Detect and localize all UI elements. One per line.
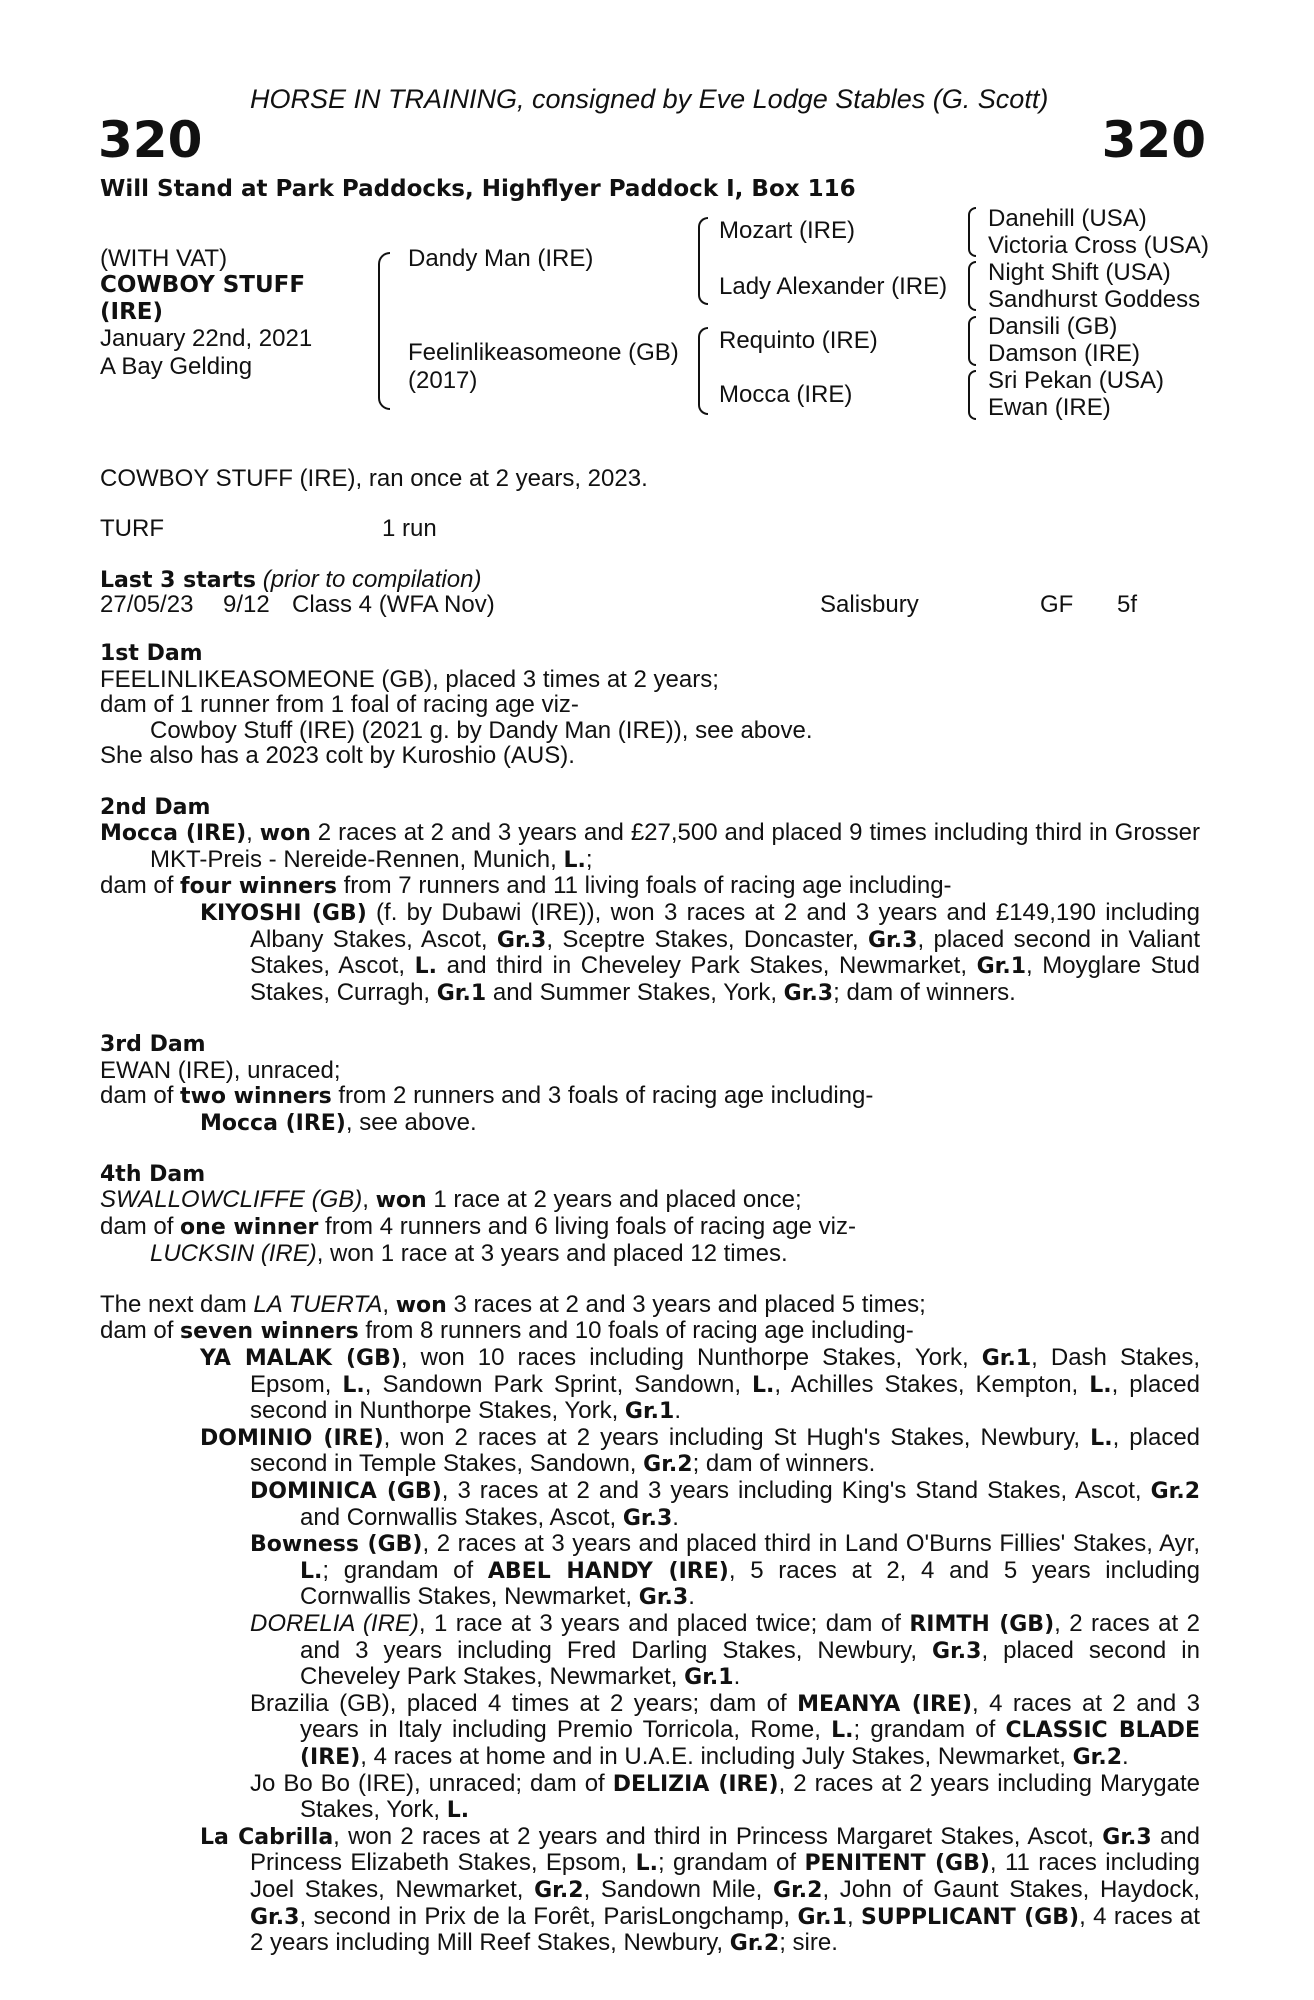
dam1-line1: FEELINLIKEASOMEONE (GB), placed 3 times at 2 years;	[100, 665, 719, 693]
bowness-entry: Bowness (GB), 2 races at 3 years and placed third in Land O'Burns Fillies' Stakes, Ayr, L.; grandam of ABEL HANDY (IRE), 5 races at 2, 4 and 5 years including Cornwallis Stakes, Newmarket, Gr.3.	[250, 1530, 1200, 1611]
dam3-line2: dam of two winners from 2 runners and 3 foals of racing age including-	[100, 1082, 874, 1110]
dam4-line2: dam of one winner from 4 runners and 6 living foals of racing age viz-	[100, 1213, 856, 1241]
pedigree-brace-main	[378, 252, 390, 410]
la-cabrilla-entry: La Cabrilla, won 2 races at 2 years and third in Princess Margaret Stakes, Ascot, Gr.3 and Princess Elizabeth Stakes, Epsom, L.; grandam of PENITENT (GB), 11 races including Joel Stakes, Newmarket, Gr.2, Sandown Mile, Gr.2, John of Gaunt Stakes, Haydock, Gr.3, second in Prix de la Forêt, ParisLongchamp, Gr.1, SUPPLICANT (GB), 4 races at 2 years including Mill Reef Stakes, Newbury, Gr.2; sire.	[200, 1822, 1201, 1957]
dam2-produce: dam of four winners from 7 runners and 11 living foals of racing age including-	[100, 872, 952, 900]
nextdam-line2: dam of seven winners from 8 runners and 10 foals of racing age including-	[100, 1317, 914, 1345]
family-notes	[100, 641, 1200, 1957]
horse-name: COWBOY STUFF	[100, 272, 306, 298]
dam4-title: 4th Dam	[100, 1161, 206, 1187]
pedigree-dsd: Damson (IRE)	[988, 340, 1141, 367]
ya-malak-entry: YA MALAK (GB), won 10 races including Nunthorpe Stakes, York, Gr.1, Dash Stakes, Epsom, L., Sandown Park Sprint, Sandown, L., Achilles Stakes, Kempton, L., placed second in Nunthorpe Stakes, York, Gr.1.	[200, 1344, 1201, 1425]
dam1-title: 1st Dam	[100, 641, 203, 666]
start-distance: 5f	[1117, 591, 1138, 618]
pedigree-sire-dam: Lady Alexander (IRE)	[719, 273, 948, 300]
turf-value: 1 run	[382, 515, 437, 542]
dam4-line3: LUCKSIN (IRE), won 1 race at 3 years and placed 12 times.	[150, 1239, 788, 1267]
last-starts-heading	[100, 567, 481, 594]
pedigree-dss: Dansili (GB)	[988, 313, 1118, 340]
pedigree-dam-dam: Mocca (IRE)	[719, 381, 853, 408]
nextdam-line1: The next dam LA TUERTA, won 3 races at 2 and 3 years and placed 5 times;	[100, 1290, 926, 1318]
dominica-entry: DOMINICA (GB), 3 races at 2 and 3 years including King's Stand Stakes, Ascot, Gr.2 and Cornwallis Stakes, Ascot, Gr.3.	[250, 1477, 1201, 1531]
pedigree-dam-year: (2017)	[408, 367, 478, 394]
vat-note: (WITH VAT)	[100, 245, 228, 272]
start-going: GF	[1040, 591, 1074, 618]
last-starts-note: (prior to compilation)	[262, 566, 482, 593]
stabling-location: Will Stand at Park Paddocks, Highflyer Paddock I, Box 116	[100, 176, 856, 202]
pedigree-brace-sire	[698, 217, 708, 305]
brazilia-entry: Brazilia (GB), placed 4 times at 2 years; dam of MEANYA (IRE), 4 races at 2 and 3 years in Italy including Premio Torricola, Rome, L.; grandam of CLASSIC BLADE (IRE), 4 races at home and in U.A.E. including July Stakes, Newmarket, Gr.2.	[250, 1689, 1201, 1770]
horse-dob: January 22nd, 2021	[100, 325, 313, 352]
pedigree-sds: Night Shift (USA)	[988, 259, 1171, 286]
turf-label: TURF	[100, 515, 164, 542]
dam1-line2: dam of 1 runner from 1 foal of racing age viz-	[100, 691, 579, 719]
dominio-entry: DOMINIO (IRE), won 2 races at 2 years including St Hugh's Stakes, Newbury, L., placed second in Temple Stakes, Sandown, Gr.2; dam of winners.	[200, 1423, 1201, 1478]
dam2-record: Mocca (IRE), won 2 races at 2 and 3 years and £27,500 and placed 9 times including third in Grosser MKT-Preis - Nereide-Rennen, Munich, L.;	[100, 819, 1201, 873]
pedigree-sdd: Sandhurst Goddess	[988, 286, 1201, 313]
dam2-title: 2nd Dam	[100, 794, 211, 820]
pedigree-brace-dd	[968, 370, 976, 420]
pedigree-brace-ds	[968, 316, 976, 366]
lot-number-left: 320	[98, 111, 203, 169]
pedigree-brace-sd	[968, 261, 976, 311]
pedigree-dam-sire: Requinto (IRE)	[719, 327, 878, 354]
pedigree-sss: Danehill (USA)	[988, 205, 1147, 232]
dam1-line4: She also has a 2023 colt by Kuroshio (AUS).	[100, 742, 575, 770]
start-position: 9/12	[223, 591, 270, 618]
dam3-line3: Mocca (IRE), see above.	[200, 1108, 477, 1136]
pedigree-brace-dam	[698, 327, 708, 415]
pedigree-dam: Feelinlikeasomeone (GB)	[408, 339, 679, 366]
horse-description: A Bay Gelding	[100, 353, 253, 380]
pedigree-brace-ss	[968, 207, 976, 257]
kiyoshi-entry: KIYOSHI (GB) (f. by Dubawi (IRE)), won 3 races at 2 and 3 years and £149,190 including Albany Stakes, Ascot, Gr.3, Sceptre Stakes, Doncaster, Gr.3, placed second in Valiant Stakes, Ascot, L. and third in Cheveley Park Stakes, Newmarket, Gr.1, Moyglare Stud Stakes, Curragh, Gr.1 and Summer Stakes, York, Gr.3; dam of winners.	[200, 898, 1200, 1006]
pedigree-sire-sire: Mozart (IRE)	[719, 217, 856, 244]
lot-number-right: 320	[1101, 111, 1206, 169]
last-starts-title: Last 3 starts	[100, 568, 257, 593]
start-date: 27/05/23	[100, 591, 194, 618]
pedigree-sire: Dandy Man (IRE)	[408, 245, 594, 272]
jo-bo-bo-entry: Jo Bo Bo (IRE), unraced; dam of DELIZIA (IRE), 2 races at 2 years including Marygate Stakes, York, L.	[250, 1769, 1200, 1824]
consignment-header: HORSE IN TRAINING, consigned by Eve Lodge Stables (G. Scott)	[250, 84, 1049, 114]
start-course: Salisbury	[820, 591, 919, 618]
dam4-line1: SWALLOWCLIFFE (GB), won 1 race at 2 years and placed once;	[100, 1186, 802, 1214]
pedigree-ssd: Victoria Cross (USA)	[988, 232, 1209, 259]
dam1-line3: Cowboy Stuff (IRE) (2021 g. by Dandy Man (IRE)), see above.	[150, 716, 813, 744]
pedigree-dds: Sri Pekan (USA)	[988, 367, 1165, 394]
race-summary: COWBOY STUFF (IRE), ran once at 2 years, 2023.	[100, 465, 648, 492]
start-race: Class 4 (WFA Nov)	[292, 591, 495, 618]
dam3-title: 3rd Dam	[100, 1031, 206, 1057]
pedigree-ddd: Ewan (IRE)	[988, 394, 1111, 421]
dorelia-entry: DORELIA (IRE), 1 race at 3 years and placed twice; dam of RIMTH (GB), 2 races at 2 and 3 years including Fred Darling Stakes, Newbury, Gr.3, placed second in Cheveley Park Stakes, Newmarket, Gr.1.	[250, 1609, 1200, 1691]
dam3-line1: EWAN (IRE), unraced;	[100, 1056, 341, 1084]
horse-name-suffix: (IRE)	[100, 299, 164, 325]
